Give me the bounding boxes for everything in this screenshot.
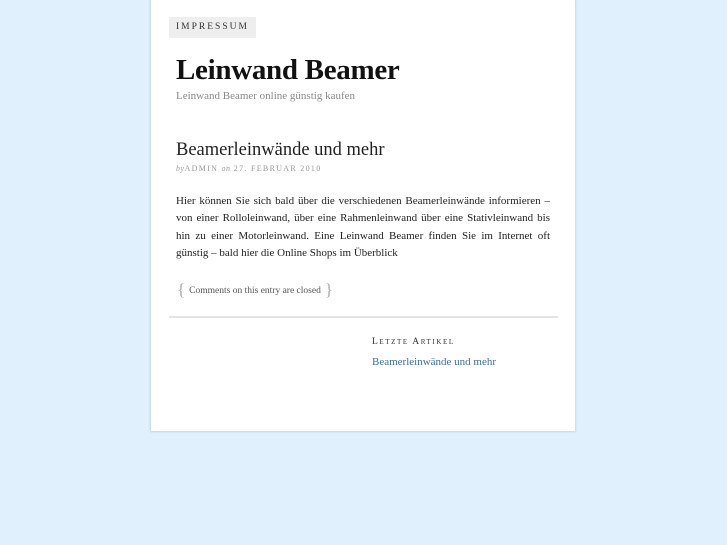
post-meta-by: by <box>176 164 185 173</box>
post-meta <box>176 164 322 173</box>
comments-status <box>177 280 333 300</box>
open-brace-icon: { <box>177 280 186 299</box>
post-title[interactable]: Beamerleinwände und mehr <box>176 140 385 160</box>
close-brace-icon: } <box>324 280 333 299</box>
post-body: Hier können Sie sich bald über die verschiedenen Beamerleinwände informieren – von einer Rolloleinwand, über eine Rahmenleinwand über eine Stativleinwand bis hin zu einer Motorleinwand. Eine Leinwand Beamer finden Sie im Internet oft günstig – bald hier die Online Shops im Überblick <box>176 195 550 259</box>
post-author: ADMIN <box>184 164 219 173</box>
comments-closed-text: Comments on this entry are closed <box>189 286 321 296</box>
content-divider <box>169 316 558 318</box>
nav-impressum-link[interactable]: IMPRESSUM <box>169 17 256 38</box>
recent-post-link[interactable]: Beamerleinwände und mehr <box>372 356 497 368</box>
post-meta-on: on <box>221 164 231 173</box>
site-title[interactable]: Leinwand Beamer <box>176 54 400 86</box>
recent-posts-title: Letzte Artikel <box>372 337 455 347</box>
post-date: 27. FEBRUAR 2010 <box>233 164 322 173</box>
page-container <box>151 0 575 431</box>
site-description: Leinwand Beamer online günstig kaufen <box>176 90 356 102</box>
